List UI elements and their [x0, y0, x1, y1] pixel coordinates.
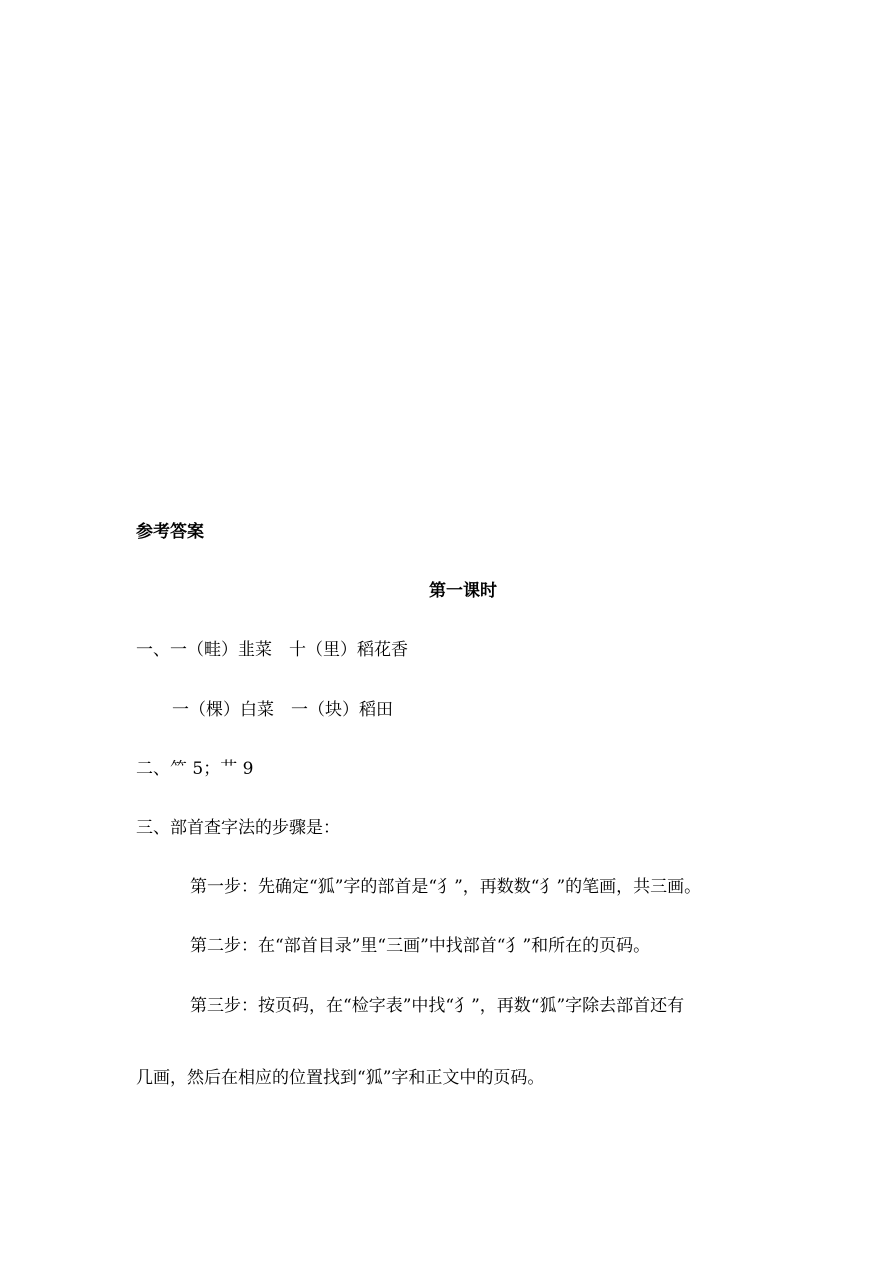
- question-3-step-1: 第一步：先确定“狐”字的部首是“犭”，再数数“犭”的笔画，共三画。: [190, 877, 702, 897]
- question-2-answer: 二、⺮ 5；艹 9: [136, 759, 254, 779]
- question-3-step-3: 第三步：按页码，在“检字表”中找“犭”，再数“狐”字除去部首还有: [190, 996, 685, 1016]
- lesson-title: 第一课时: [429, 581, 497, 601]
- question-3-step-2: 第二步：在“部首目录”里“三画”中找部首“犭”和所在的页码。: [190, 936, 651, 956]
- question-1-answer-line-2: 一（棵）白菜 一（块）稻田: [172, 700, 393, 720]
- question-3-intro: 三、部首查字法的步骤是：: [136, 818, 340, 838]
- question-3-step-3-continuation: 几画，然后在相应的位置找到“狐”字和正文中的页码。: [136, 1068, 545, 1088]
- question-1-answer-line-1: 一、一（畦）韭菜 十（里）稻花香: [136, 640, 408, 660]
- answer-heading: 参考答案: [136, 522, 204, 542]
